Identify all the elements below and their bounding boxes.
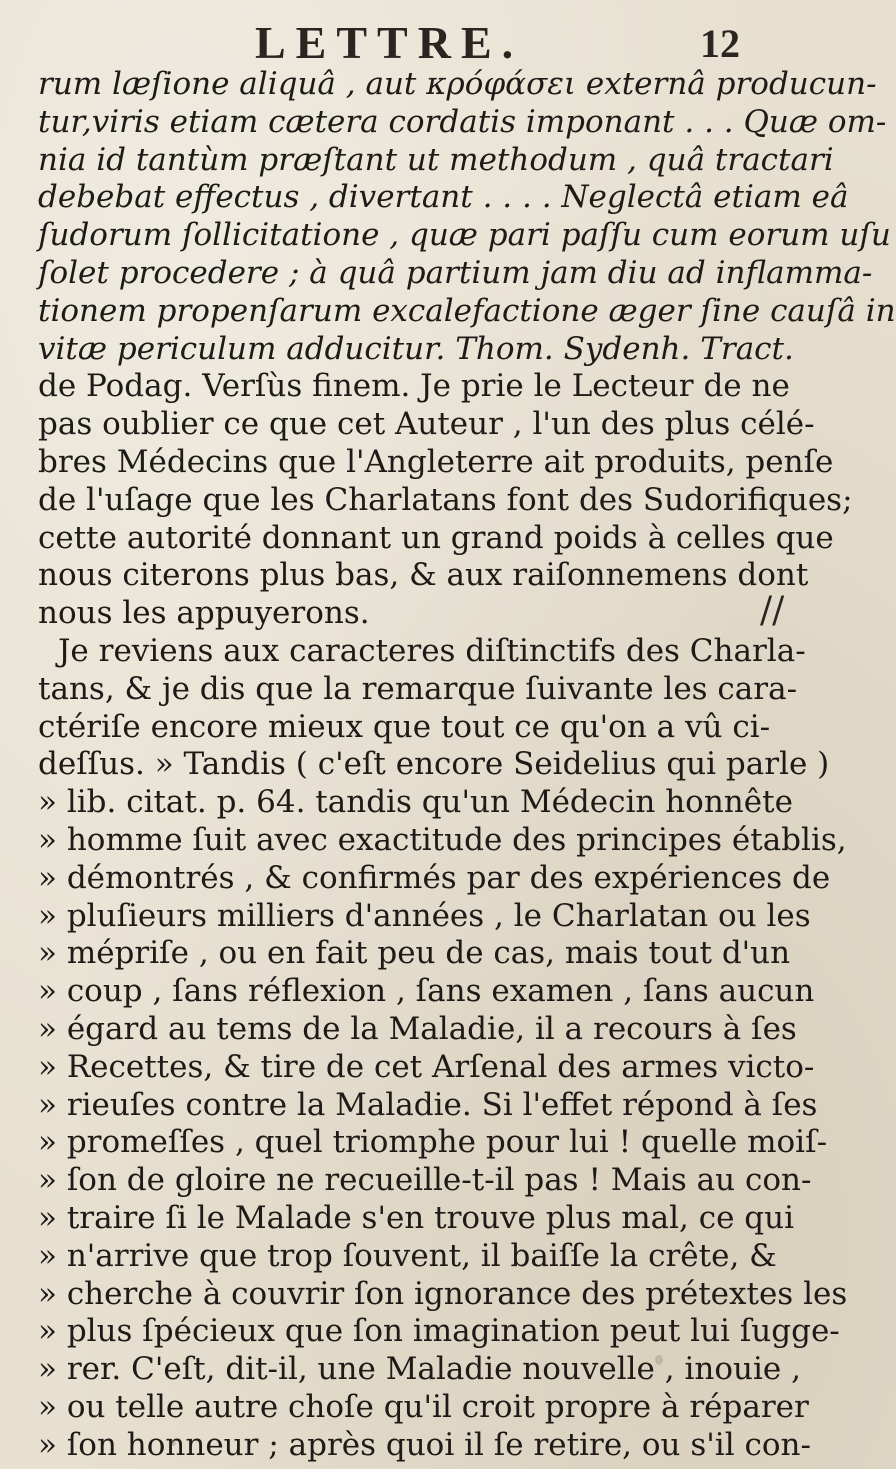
quote-line: » ou telle autre choſe qu'il croit propre à réparer [38, 1388, 809, 1425]
quote-line: » ſon de gloire ne recueille-t-il pas ! Mais au con- [38, 1162, 812, 1199]
text-line: tans, & je dis que la remarque ſuivante les cara- [38, 670, 798, 707]
text-line: ſudorum ſollicitatione , quæ pari paſſu cum eorum uſu [38, 217, 891, 254]
text-line: bres Médecins que l'Angleterre ait produits, penſe [38, 443, 834, 480]
page-number: 12 [700, 21, 740, 66]
text-line: tur,viris etiam cætera cordatis imponant . . . Quæ om- [38, 103, 887, 140]
quote-line: » cherche à couvrir ſon ignorance des prétextes les [38, 1275, 848, 1312]
text-line: ctériſe encore mieux que tout ce qu'on a vû ci- [38, 708, 771, 745]
text-line: tionem propenſarum excalefactione æger ſine cauſâ in [38, 292, 896, 329]
text-line: pas oublier ce que cet Auteur , l'un des plus célé- [38, 406, 815, 443]
running-head-title: LETTRE. [255, 17, 524, 68]
text-line: nous citerons plus bas, & aux raiſonnemens dont [38, 557, 809, 594]
quote-line: » Recettes, & tire de cet Arſenal des armes victo- [38, 1048, 815, 1085]
text-line: nous les appuyerons. [38, 595, 370, 632]
quote-line: » promeſſes , quel triomphe pour lui ! quelle moiſ- [38, 1124, 828, 1161]
text-line: cette autorité donnant un grand poids à celles que [38, 519, 834, 556]
text-line: nia id tantùm præſtant ut methodum , quâ tractari [38, 141, 834, 178]
quote-line: » pluſieurs milliers d'années , le Charlatan ou les [38, 897, 811, 934]
quote-line: » traire ſi le Malade s'en trouve plus mal, ce qui [38, 1199, 795, 1236]
quote-line: » rieuſes contre la Maladie. Si l'effet répond à ſes [38, 1086, 818, 1123]
quote-line: » mépriſe , ou en fait peu de cas, mais tout d'un [38, 935, 791, 972]
margin-note: // [760, 590, 785, 631]
quote-line: » plus ſpécieux que ſon imagination peut lui ſugge- [38, 1313, 840, 1350]
quote-line: » ſon honneur ; après quoi il ſe retire, ou s'il con- [38, 1426, 811, 1463]
running-head [0, 12, 800, 68]
text-line: de Podag. Verſùs finem. Je prie le Lecteur de ne [38, 368, 790, 405]
paper-stain [170, 1440, 176, 1446]
quote-line: » coup , ſans réflexion , ſans examen , ſans aucun [38, 973, 815, 1010]
body-text [38, 66, 896, 1464]
paragraph-start-line: Je reviens aux caracteres diſtinctifs des Charla- [58, 632, 806, 669]
text-line: vitæ periculum adducitur. Thom. Sydenh. Tract. [38, 330, 794, 367]
text-line: de l'uſage que les Charlatans font des Sudorifiques; [38, 481, 853, 518]
quote-line: » n'arrive que trop ſouvent, il baiſſe la crête, & [38, 1237, 777, 1274]
text-line: debebat effectus , divertant . . . . Neglectâ etiam eâ [38, 179, 849, 216]
text-line: deſſus. » Tandis ( c'eſt encore Seidelius qui parle ) [38, 746, 830, 783]
text-line: rum læſione aliquâ , aut κρόφάσει externâ producun- [38, 66, 877, 102]
quote-line: » rer. C'eſt, dit-il, une Maladie nouvelle , inouie , [38, 1351, 801, 1388]
quote-line: » démontrés , & confirmés par des expériences de [38, 859, 831, 896]
text-line: ſolet procedere ; à quâ partium jam diu ad inflamma- [38, 254, 873, 291]
quote-line: » égard au tems de la Maladie, il a recours à ſes [38, 1010, 797, 1047]
quote-line: » homme ſuit avec exactitude des principes établis, [38, 821, 847, 858]
paper-stain [655, 1355, 663, 1365]
quote-line: » lib. citat. p. 64. tandis qu'un Médecin honnête [38, 784, 793, 821]
